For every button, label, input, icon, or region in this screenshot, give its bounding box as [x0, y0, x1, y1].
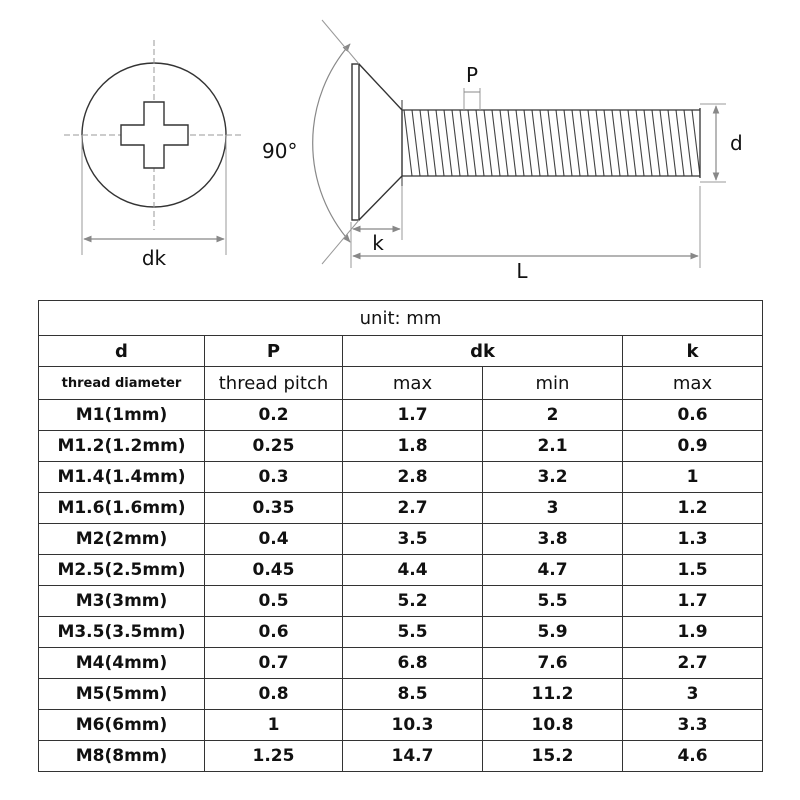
- cell-dk-max: 5.5: [343, 617, 483, 648]
- dk-dimension-label: dk: [141, 246, 167, 270]
- cell-p: 0.2: [205, 400, 343, 431]
- dk-min-header: min: [483, 367, 623, 400]
- cell-dk-max: 1.8: [343, 431, 483, 462]
- cell-d: M5(5mm): [39, 679, 205, 710]
- cell-dk-min: 5.9: [483, 617, 623, 648]
- table-row: [39, 462, 763, 493]
- cell-dk-max: 14.7: [343, 741, 483, 772]
- cell-dk-min: 3.2: [483, 462, 623, 493]
- screw-spec-table: [38, 300, 763, 772]
- cell-dk-min: 7.6: [483, 648, 623, 679]
- cell-p: 0.6: [205, 617, 343, 648]
- thread-diameter-header: thread diameter: [39, 367, 205, 400]
- cell-p: 0.4: [205, 524, 343, 555]
- cell-p: 0.7: [205, 648, 343, 679]
- cell-k-max: 3.3: [623, 710, 763, 741]
- cell-k-max: 1.7: [623, 586, 763, 617]
- cell-p: 0.35: [205, 493, 343, 524]
- cell-d: M1.2(1.2mm): [39, 431, 205, 462]
- L-dimension-label: L: [516, 259, 528, 283]
- table-row: [39, 648, 763, 679]
- cell-k-max: 1.3: [623, 524, 763, 555]
- table-row: [39, 524, 763, 555]
- cell-k-max: 3: [623, 679, 763, 710]
- cell-p: 0.25: [205, 431, 343, 462]
- cell-k-max: 0.9: [623, 431, 763, 462]
- cell-dk-min: 2: [483, 400, 623, 431]
- table-row: [39, 679, 763, 710]
- cell-dk-max: 2.8: [343, 462, 483, 493]
- pitch-label: P: [465, 63, 479, 87]
- k-max-header: max: [623, 367, 763, 400]
- cell-k-max: 1.2: [623, 493, 763, 524]
- cell-dk-min: 2.1: [483, 431, 623, 462]
- cell-dk-min: 10.8: [483, 710, 623, 741]
- table-row: [39, 555, 763, 586]
- cell-p: 0.45: [205, 555, 343, 586]
- cell-dk-max: 2.7: [343, 493, 483, 524]
- cell-d: M6(6mm): [39, 710, 205, 741]
- k-dimension-label: k: [372, 231, 384, 255]
- cell-dk-max: 10.3: [343, 710, 483, 741]
- cell-k-max: 1.9: [623, 617, 763, 648]
- cell-d: M2(2mm): [39, 524, 205, 555]
- cell-dk-max: 6.8: [343, 648, 483, 679]
- k-header: k: [623, 336, 763, 367]
- cell-p: 0.3: [205, 462, 343, 493]
- unit-header: unit: mm: [39, 301, 763, 336]
- d-dimension-label: d: [730, 131, 743, 155]
- cell-k-max: 1: [623, 462, 763, 493]
- thread-pitch-header: thread pitch: [205, 367, 343, 400]
- cell-dk-min: 5.5: [483, 586, 623, 617]
- cell-d: M3.5(3.5mm): [39, 617, 205, 648]
- cell-dk-min: 3: [483, 493, 623, 524]
- table-row: [39, 617, 763, 648]
- cell-p: 1.25: [205, 741, 343, 772]
- table-row: [39, 710, 763, 741]
- screw-diagram: [0, 0, 800, 300]
- dk-max-header: max: [343, 367, 483, 400]
- cell-dk-min: 3.8: [483, 524, 623, 555]
- cell-d: M8(8mm): [39, 741, 205, 772]
- cell-dk-min: 4.7: [483, 555, 623, 586]
- cell-d: M3(3mm): [39, 586, 205, 617]
- p-header: P: [205, 336, 343, 367]
- cell-dk-min: 11.2: [483, 679, 623, 710]
- cell-k-max: 0.6: [623, 400, 763, 431]
- cell-dk-max: 1.7: [343, 400, 483, 431]
- cell-d: M4(4mm): [39, 648, 205, 679]
- cell-k-max: 1.5: [623, 555, 763, 586]
- cell-d: M1(1mm): [39, 400, 205, 431]
- dk-header: dk: [343, 336, 623, 367]
- cell-dk-max: 5.2: [343, 586, 483, 617]
- table-row: [39, 493, 763, 524]
- cell-dk-max: 3.5: [343, 524, 483, 555]
- angle-label: 90°: [262, 139, 298, 163]
- table-row: [39, 431, 763, 462]
- table-row: [39, 400, 763, 431]
- cell-dk-max: 8.5: [343, 679, 483, 710]
- cell-dk-min: 15.2: [483, 741, 623, 772]
- d-header: d: [39, 336, 205, 367]
- cell-k-max: 4.6: [623, 741, 763, 772]
- cell-dk-max: 4.4: [343, 555, 483, 586]
- cell-d: M1.6(1.6mm): [39, 493, 205, 524]
- phillips-head-top-view-icon: [64, 40, 244, 255]
- cell-p: 1: [205, 710, 343, 741]
- cell-p: 0.5: [205, 586, 343, 617]
- table-row: [39, 586, 763, 617]
- cell-d: M1.4(1.4mm): [39, 462, 205, 493]
- table-row: [39, 741, 763, 772]
- cell-d: M2.5(2.5mm): [39, 555, 205, 586]
- cell-p: 0.8: [205, 679, 343, 710]
- cell-k-max: 2.7: [623, 648, 763, 679]
